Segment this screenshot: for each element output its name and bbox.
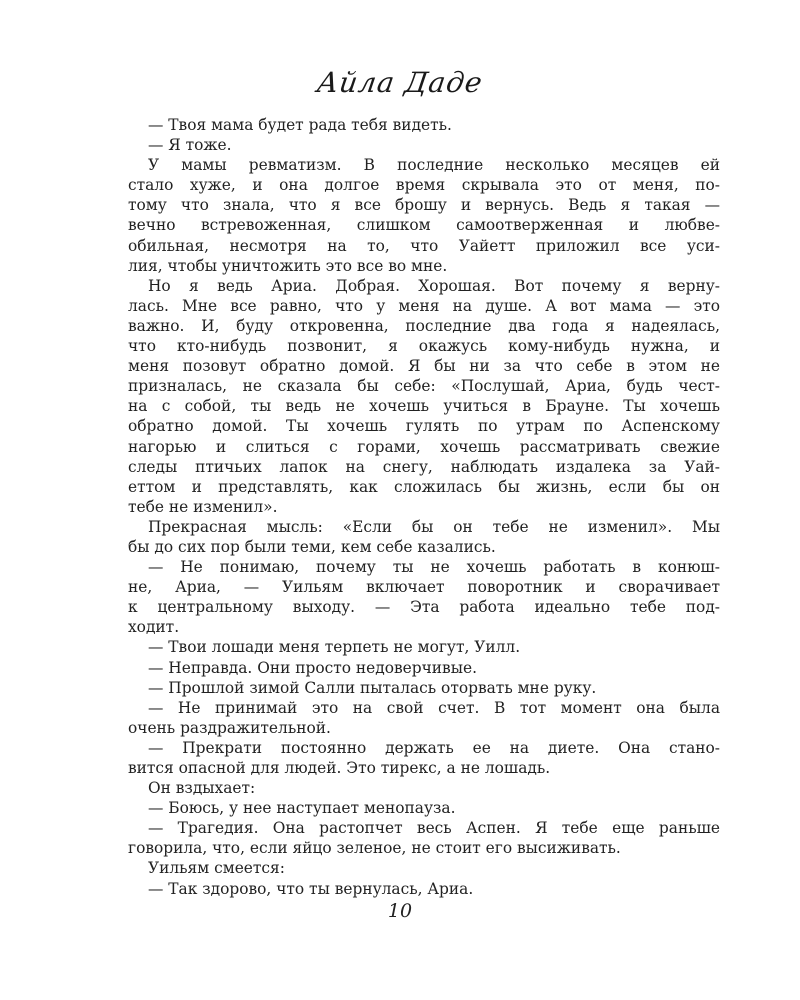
text-line: важно. И, буду откровенна, последние два года я надеялась, — [128, 316, 720, 335]
text-line: — Трагедия. Она растопчет весь Аспен. Я тебе еще раньше — [148, 819, 720, 838]
text-line: лась. Мне все равно, что у меня на душе. А вот мама — это — [128, 296, 720, 315]
text-line: еттом и представлять, как сложилась бы жизнь, если бы он — [128, 477, 720, 496]
text-line: Он вздыхает: — [148, 779, 256, 798]
text-line: не, Ариа, — Уильям включает поворотник и сворачивает — [128, 578, 720, 597]
text-line: призналась, не сказала бы себе: «Послушай, Ариа, будь чест- — [128, 377, 720, 396]
text-line: меня позовут обратно домой. Я бы ни за что себе в этом не — [128, 357, 720, 376]
text-line: — Прекрати постоянно держать ее на диете. Она стано- — [148, 738, 720, 757]
text-line: тому что знала, что я все брошу и вернусь. Ведь я такая — — [128, 196, 720, 215]
text-line: Прекрасная мысль: «Если бы он тебе не изменил». Мы — [148, 517, 720, 536]
text-line: Уильям смеется: — [148, 859, 285, 878]
text-line: к центральному выходу. — Эта работа идеально тебе под- — [128, 598, 720, 617]
text-line: стало хуже, и она долгое время скрывала это от меня, по- — [128, 176, 720, 195]
text-line: ходит. — [128, 618, 180, 637]
text-line: обильная, несмотря на то, что Уайетт приложил все уси- — [128, 236, 720, 255]
text-line: бы до сих пор были теми, кем себе казались. — [128, 537, 496, 556]
running-header-author: Айла Даде — [314, 66, 486, 99]
text-line: говорила, что, если яйцо зеленое, не стоит его высиживать. — [128, 839, 621, 858]
text-line: Но я ведь Ариа. Добрая. Хорошая. Вот почему я верну- — [148, 276, 720, 295]
text-line: лия, чтобы уничтожить это все во мне. — [128, 256, 448, 275]
text-line: — Так здорово, что ты вернулась, Ариа. — [148, 879, 474, 898]
text-line: — Не понимаю, почему ты не хочешь работать в конюш- — [148, 558, 720, 577]
text-line: очень раздражительной. — [128, 718, 331, 737]
text-line: — Я тоже. — [148, 136, 232, 155]
text-line: У мамы ревматизм. В последние несколько месяцев ей — [148, 156, 720, 175]
text-line: — Неправда. Они просто недоверчивые. — [148, 658, 477, 677]
text-line: — Прошлой зимой Салли пыталась оторвать мне руку. — [148, 678, 597, 697]
text-line: что кто-нибудь позвонит, я окажусь кому-нибудь нужна, и — [128, 337, 720, 356]
text-line: — Твои лошади меня терпеть не могут, Уилл. — [148, 638, 521, 657]
text-line: нагорью и слиться с горами, хочешь рассматривать свежие — [128, 437, 720, 456]
text-line: вечно встревоженная, слишком самоотверженная и любве- — [128, 216, 720, 235]
page-number: 10 — [387, 900, 413, 922]
text-line: — Боюсь, у нее наступает менопауза. — [148, 799, 456, 818]
text-line: на с собой, ты ведь не хочешь учиться в Брауне. Ты хочешь — [128, 397, 720, 416]
text-line: вится опасной для людей. Это тирекс, а не лошадь. — [128, 759, 551, 777]
text-line: обратно домой. Ты хочешь гулять по утрам по Аспенскому — [128, 417, 720, 436]
text-line: — Не принимай это на свой счет. В тот момент она была — [148, 698, 720, 717]
body-text — [128, 115, 720, 899]
text-line: следы птичьих лапок на снегу, наблюдать издалека за Уай- — [128, 457, 720, 476]
text-line: — Твоя мама будет рада тебя видеть. — [148, 116, 452, 134]
text-line: тебе не изменил». — [128, 497, 278, 516]
